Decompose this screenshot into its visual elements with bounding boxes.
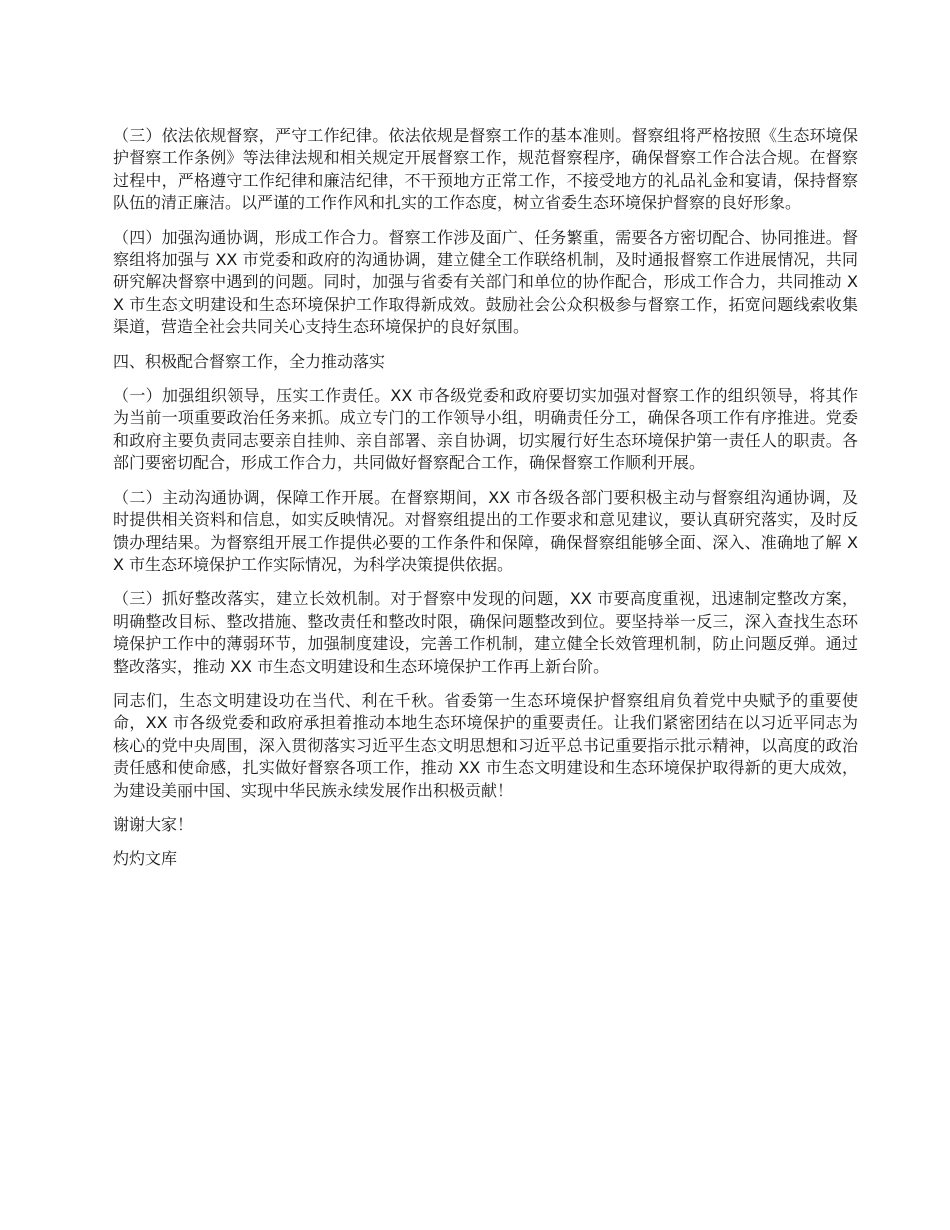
paragraph-thanks: 谢谢大家！ [113, 814, 194, 834]
paragraph-supervision-discipline: （三）依法依规督察，严守工作纪律。依法依规是督察工作的基本准则。督察组将严格按照《生态环境保护督察工作条例》等法律法规和相关规定开展督察工作，规范督察程序，确保督察工作合法合规。在督察过程中，严格遵守工作纪律和廉洁纪律，不干预地方正常工作，不接受地方的礼品礼金和宴请，保持督察队伍的清正廉洁。以严谨的工作作风和扎实的工作态度，树立省委生态环境保护督察的良好形象。 [113, 126, 858, 213]
section-heading-cooperate: 四、积极配合督察工作，全力推动落实 [113, 351, 386, 371]
paragraph-communication-coordination: （四）加强沟通协调，形成工作合力。督察工作涉及面广、任务繁重，需要各方密切配合、协同推进。督察组将加强与 XX 市党委和政府的沟通协调，建立健全工作联络机制，及时通报督察工作进展情况，共同研究解决督察中遇到的问题。同时，加强与省委有关部门和单位的协作配合，形成工作合力，共同推动 XX 市生态文明建设和生态环境保护工作取得新成效。鼓励社会公众积极参与督察工作，拓宽问题线索收集渠道，营造全社会共同关心支持生态环境保护的良好氛围。 [113, 227, 858, 337]
document-body [113, 125, 858, 883]
paragraph-source-footer: 灼灼文库 [113, 849, 178, 869]
paragraph-rectification: （三）抓好整改落实，建立长效机制。对于督察中发现的问题，XX 市要高度重视，迅速制定整改方案，明确整改目标、整改措施、整改责任和整改时限，确保问题整改到位。要坚持举一反三，深入查找生态环境保护工作中的薄弱环节，加强制度建设，完善工作机制，建立健全长效管理机制，防止问题反弹。通过整改落实，推动 XX 市生态文明建设和生态环境保护工作再上新台阶。 [113, 589, 858, 676]
paragraph-closing-remarks: 同志们，生态文明建设功在当代、利在千秋。省委第一生态环境保护督察组肩负着党中央赋予的重要使命，XX 市各级党委和政府承担着推动本地生态环境保护的重要责任。让我们紧密团结在以习近平同志为核心的党中央周围，深入贯彻落实习近平生态文明思想和习近平总书记重要指示批示精神，以高度的政治责任感和使命感，扎实做好督察各项工作，推动 XX 市生态文明建设和生态环境保护取得新的更大成效，为建设美丽中国、实现中华民族永续发展作出积极贡献！ [113, 690, 858, 800]
paragraph-active-communication: （二）主动沟通协调，保障工作开展。在督察期间，XX 市各级各部门要积极主动与督察组沟通协调，及时提供相关资料和信息，如实反映情况。对督察组提出的工作要求和意见建议，要认真研究落实，及时反馈办理结果。为督察组开展工作提供必要的工作条件和保障，确保督察组能够全面、深入、准确地了解 XX 市生态环境保护工作实际情况，为科学决策提供依据。 [113, 487, 858, 574]
paragraph-organizational-leadership: （一）加强组织领导，压实工作责任。XX 市各级党委和政府要切实加强对督察工作的组织领导，将其作为当前一项重要政治任务来抓。成立专门的工作领导小组，明确责任分工，确保各项工作有序推进。党委和政府主要负责同志要亲自挂帅、亲自部署、亲自协调，切实履行好生态环境保护第一责任人的职责。各部门要密切配合，形成工作合力，共同做好督察配合工作，确保督察工作顺利开展。 [113, 386, 858, 473]
